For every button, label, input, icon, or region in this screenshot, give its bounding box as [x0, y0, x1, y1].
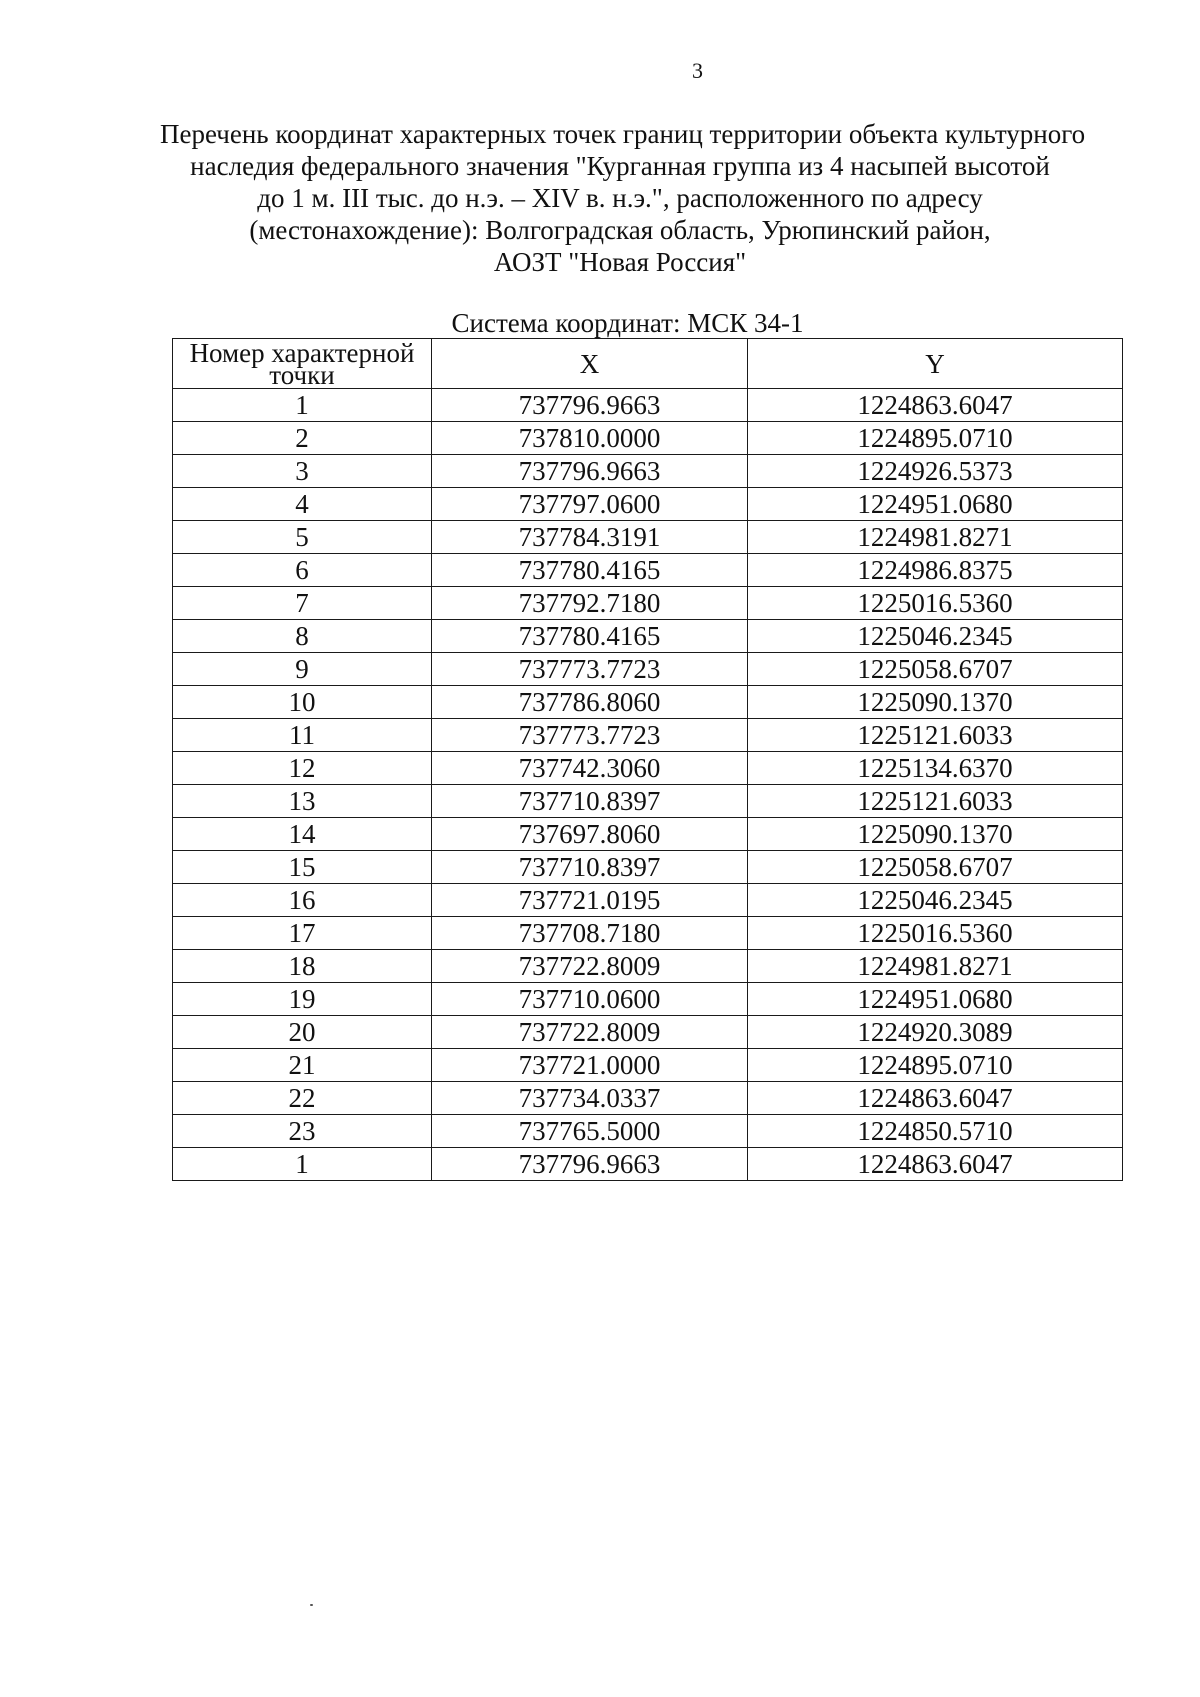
y-cell: 1224863.6047: [748, 1148, 1123, 1181]
y-cell: 1224951.0680: [748, 488, 1123, 521]
point-number-cell: 17: [173, 917, 432, 950]
table-row: [173, 1148, 1123, 1181]
table-row: [173, 455, 1123, 488]
y-cell: 1225016.5360: [748, 587, 1123, 620]
table-row: [173, 422, 1123, 455]
point-number-cell: 8: [173, 620, 432, 653]
table-row: [173, 884, 1123, 917]
x-cell: 737784.3191: [432, 521, 748, 554]
y-cell: 1224981.8271: [748, 521, 1123, 554]
x-cell: 737708.7180: [432, 917, 748, 950]
x-cell: 737722.8009: [432, 1016, 748, 1049]
y-cell: 1224895.0710: [748, 422, 1123, 455]
x-cell: 737773.7723: [432, 719, 748, 752]
point-number-cell: 12: [173, 752, 432, 785]
y-cell: 1224926.5373: [748, 455, 1123, 488]
document-title: [160, 118, 1086, 278]
y-cell: 1225058.6707: [748, 653, 1123, 686]
table-row: [173, 917, 1123, 950]
point-number-cell: 18: [173, 950, 432, 983]
y-cell: 1224951.0680: [748, 983, 1123, 1016]
scan-artifact: [310, 1604, 313, 1606]
y-cell: 1225046.2345: [748, 620, 1123, 653]
title-line: Перечень координат характерных точек границ территории объекта культурного: [160, 119, 1086, 149]
point-number-cell: 22: [173, 1082, 432, 1115]
page-number: 3: [692, 58, 703, 83]
table-row: [173, 587, 1123, 620]
y-cell: 1225058.6707: [748, 851, 1123, 884]
y-cell: 1225134.6370: [748, 752, 1123, 785]
table-row: [173, 521, 1123, 554]
y-cell: 1225090.1370: [748, 686, 1123, 719]
point-number-cell: 5: [173, 521, 432, 554]
point-number-cell: 11: [173, 719, 432, 752]
x-cell: 737734.0337: [432, 1082, 748, 1115]
table-row: [173, 488, 1123, 521]
table-row: [173, 554, 1123, 587]
point-number-cell: 6: [173, 554, 432, 587]
x-cell: 737792.7180: [432, 587, 748, 620]
point-number-cell: 10: [173, 686, 432, 719]
y-cell: 1224895.0710: [748, 1049, 1123, 1082]
x-cell: 737721.0000: [432, 1049, 748, 1082]
table-row: [173, 818, 1123, 851]
x-cell: 737797.0600: [432, 488, 748, 521]
table-row: [173, 653, 1123, 686]
table-body: [173, 389, 1123, 1181]
header-x: X: [432, 339, 748, 389]
y-cell: 1225121.6033: [748, 785, 1123, 818]
y-cell: 1225046.2345: [748, 884, 1123, 917]
header-y: Y: [748, 339, 1123, 389]
table-row: [173, 752, 1123, 785]
point-number-cell: 2: [173, 422, 432, 455]
table-row: [173, 1082, 1123, 1115]
table-row: [173, 1049, 1123, 1082]
x-cell: 737810.0000: [432, 422, 748, 455]
title-line: до 1 м. III тыс. до н.э. – XIV в. н.э.", расположенного по адресу: [257, 183, 983, 213]
title-line: (местонахождение): Волгоградская область, Урюпинский район,: [249, 215, 991, 245]
x-cell: 737796.9663: [432, 389, 748, 422]
point-number-cell: 9: [173, 653, 432, 686]
y-cell: 1224920.3089: [748, 1016, 1123, 1049]
table-header-row: [173, 339, 1123, 389]
table-row: [173, 983, 1123, 1016]
x-cell: 737742.3060: [432, 752, 748, 785]
header-point-number: Номер характерной точки: [173, 339, 432, 389]
x-cell: 737710.8397: [432, 851, 748, 884]
point-number-cell: 21: [173, 1049, 432, 1082]
x-cell: 737796.9663: [432, 455, 748, 488]
table-row: [173, 389, 1123, 422]
point-number-cell: 15: [173, 851, 432, 884]
point-number-cell: 1: [173, 389, 432, 422]
x-cell: 737765.5000: [432, 1115, 748, 1148]
y-cell: 1224981.8271: [748, 950, 1123, 983]
x-cell: 737786.8060: [432, 686, 748, 719]
y-cell: 1225090.1370: [748, 818, 1123, 851]
table-row: [173, 1115, 1123, 1148]
y-cell: 1225016.5360: [748, 917, 1123, 950]
table-row: [173, 950, 1123, 983]
x-cell: 737780.4165: [432, 554, 748, 587]
y-cell: 1224850.5710: [748, 1115, 1123, 1148]
point-number-cell: 13: [173, 785, 432, 818]
coordinates-table: [172, 338, 1123, 1181]
y-cell: 1224863.6047: [748, 1082, 1123, 1115]
point-number-cell: 20: [173, 1016, 432, 1049]
table-row: [173, 785, 1123, 818]
x-cell: 737710.0600: [432, 983, 748, 1016]
x-cell: 737697.8060: [432, 818, 748, 851]
y-cell: 1224986.8375: [748, 554, 1123, 587]
point-number-cell: 16: [173, 884, 432, 917]
point-number-cell: 14: [173, 818, 432, 851]
table-row: [173, 719, 1123, 752]
x-cell: 737780.4165: [432, 620, 748, 653]
x-cell: 737796.9663: [432, 1148, 748, 1181]
x-cell: 737710.8397: [432, 785, 748, 818]
point-number-cell: 3: [173, 455, 432, 488]
title-line: наследия федерального значения "Курганная группа из 4 насыпей высотой: [190, 151, 1050, 181]
table-row: [173, 851, 1123, 884]
point-number-cell: 7: [173, 587, 432, 620]
title-line: АОЗТ "Новая Россия": [493, 247, 747, 277]
table-row: [173, 1016, 1123, 1049]
point-number-cell: 19: [173, 983, 432, 1016]
coordinate-system-caption: Система координат: МСК 34-1: [451, 308, 804, 338]
point-number-cell: 23: [173, 1115, 432, 1148]
x-cell: 737721.0195: [432, 884, 748, 917]
x-cell: 737773.7723: [432, 653, 748, 686]
table-row: [173, 686, 1123, 719]
point-number-cell: 4: [173, 488, 432, 521]
point-number-cell: 1: [173, 1148, 432, 1181]
y-cell: 1224863.6047: [748, 389, 1123, 422]
y-cell: 1225121.6033: [748, 719, 1123, 752]
table-row: [173, 620, 1123, 653]
x-cell: 737722.8009: [432, 950, 748, 983]
